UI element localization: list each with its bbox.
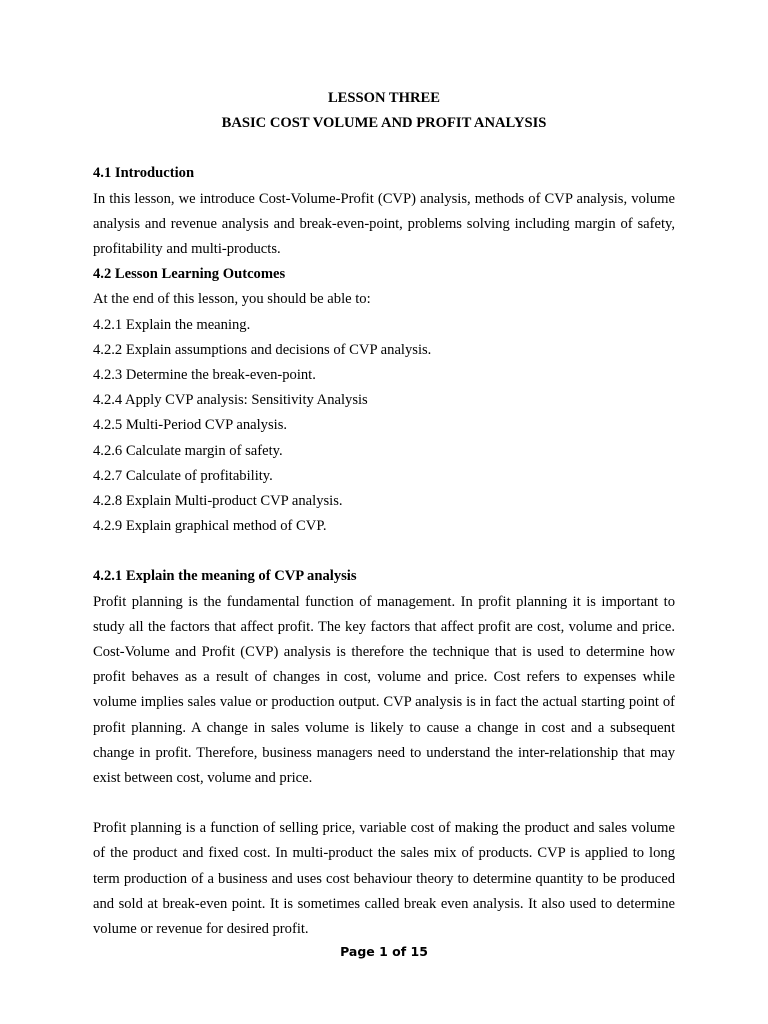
outcome-item: 4.2.8 Explain Multi-product CVP analysis. bbox=[93, 493, 343, 510]
intro-heading: 4.1 Introduction bbox=[93, 165, 195, 182]
outcome-item: 4.2.2 Explain assumptions and decisions of CVP analysis. bbox=[93, 341, 432, 358]
outcomes-list bbox=[93, 313, 675, 540]
body-paragraph-1: Profit planning is the fundamental function of management. In profit planning it is important to study all the factors that affect profit. The key factors that affect profit are cost, volume and price. Cost-Volume and Profit (CVP) analysis is therefore the technique that is used to determine how profit behaves as a result of changes in cost, volume and price. Cost refers to expenses while volume implies sales value or production output. CVP analysis is in fact the actual starting point of profit planning. A change in sales volume is likely to cause a change in cost and a subsequent change in profit. Therefore, business managers need to understand the inter-relationship that may exist between cost, volume and price. bbox=[93, 593, 675, 787]
outcome-item: 4.2.9 Explain graphical method of CVP. bbox=[93, 518, 327, 535]
intro-paragraph: In this lesson, we introduce Cost-Volume-Profit (CVP) analysis, methods of CVP analysis, volume analysis and revenue analysis and break-even-point, problems solving including margin of safety, profitability and multi-products. bbox=[93, 190, 675, 258]
spacer bbox=[93, 791, 675, 816]
spacer bbox=[93, 136, 675, 161]
outcomes-heading: 4.2 Lesson Learning Outcomes bbox=[93, 266, 286, 283]
outcome-item: 4.2.6 Calculate margin of safety. bbox=[93, 442, 283, 459]
page-content bbox=[93, 86, 675, 942]
lesson-title: LESSON THREE bbox=[327, 90, 441, 106]
outcome-item: 4.2.5 Multi-Period CVP analysis. bbox=[93, 417, 288, 434]
page-number: Page 1 of 15 bbox=[340, 944, 428, 959]
spacer bbox=[93, 539, 675, 564]
outcome-item: 4.2.1 Explain the meaning. bbox=[93, 316, 251, 333]
body-paragraph-2: Profit planning is a function of selling price, variable cost of making the product and sales volume of the product and fixed cost. In multi-product the sales mix of products. CVP is applied to long term production of a business and uses cost behaviour theory to determine quantity to be produced and sold at break-even point. It is sometimes called break even analysis. It also used to determine volume or revenue for desired profit. bbox=[93, 820, 675, 938]
outcomes-lead: At the end of this lesson, you should be able to: bbox=[93, 291, 371, 308]
lesson-subtitle: BASIC COST VOLUME AND PROFIT ANALYSIS bbox=[221, 115, 547, 132]
outcome-item: 4.2.3 Determine the break-even-point. bbox=[93, 367, 316, 384]
outcome-item: 4.2.7 Calculate of profitability. bbox=[93, 467, 273, 484]
outcome-item: 4.2.4 Apply CVP analysis: Sensitivity Analysis bbox=[93, 392, 368, 409]
section-heading: 4.2.1 Explain the meaning of CVP analysis bbox=[93, 568, 357, 585]
